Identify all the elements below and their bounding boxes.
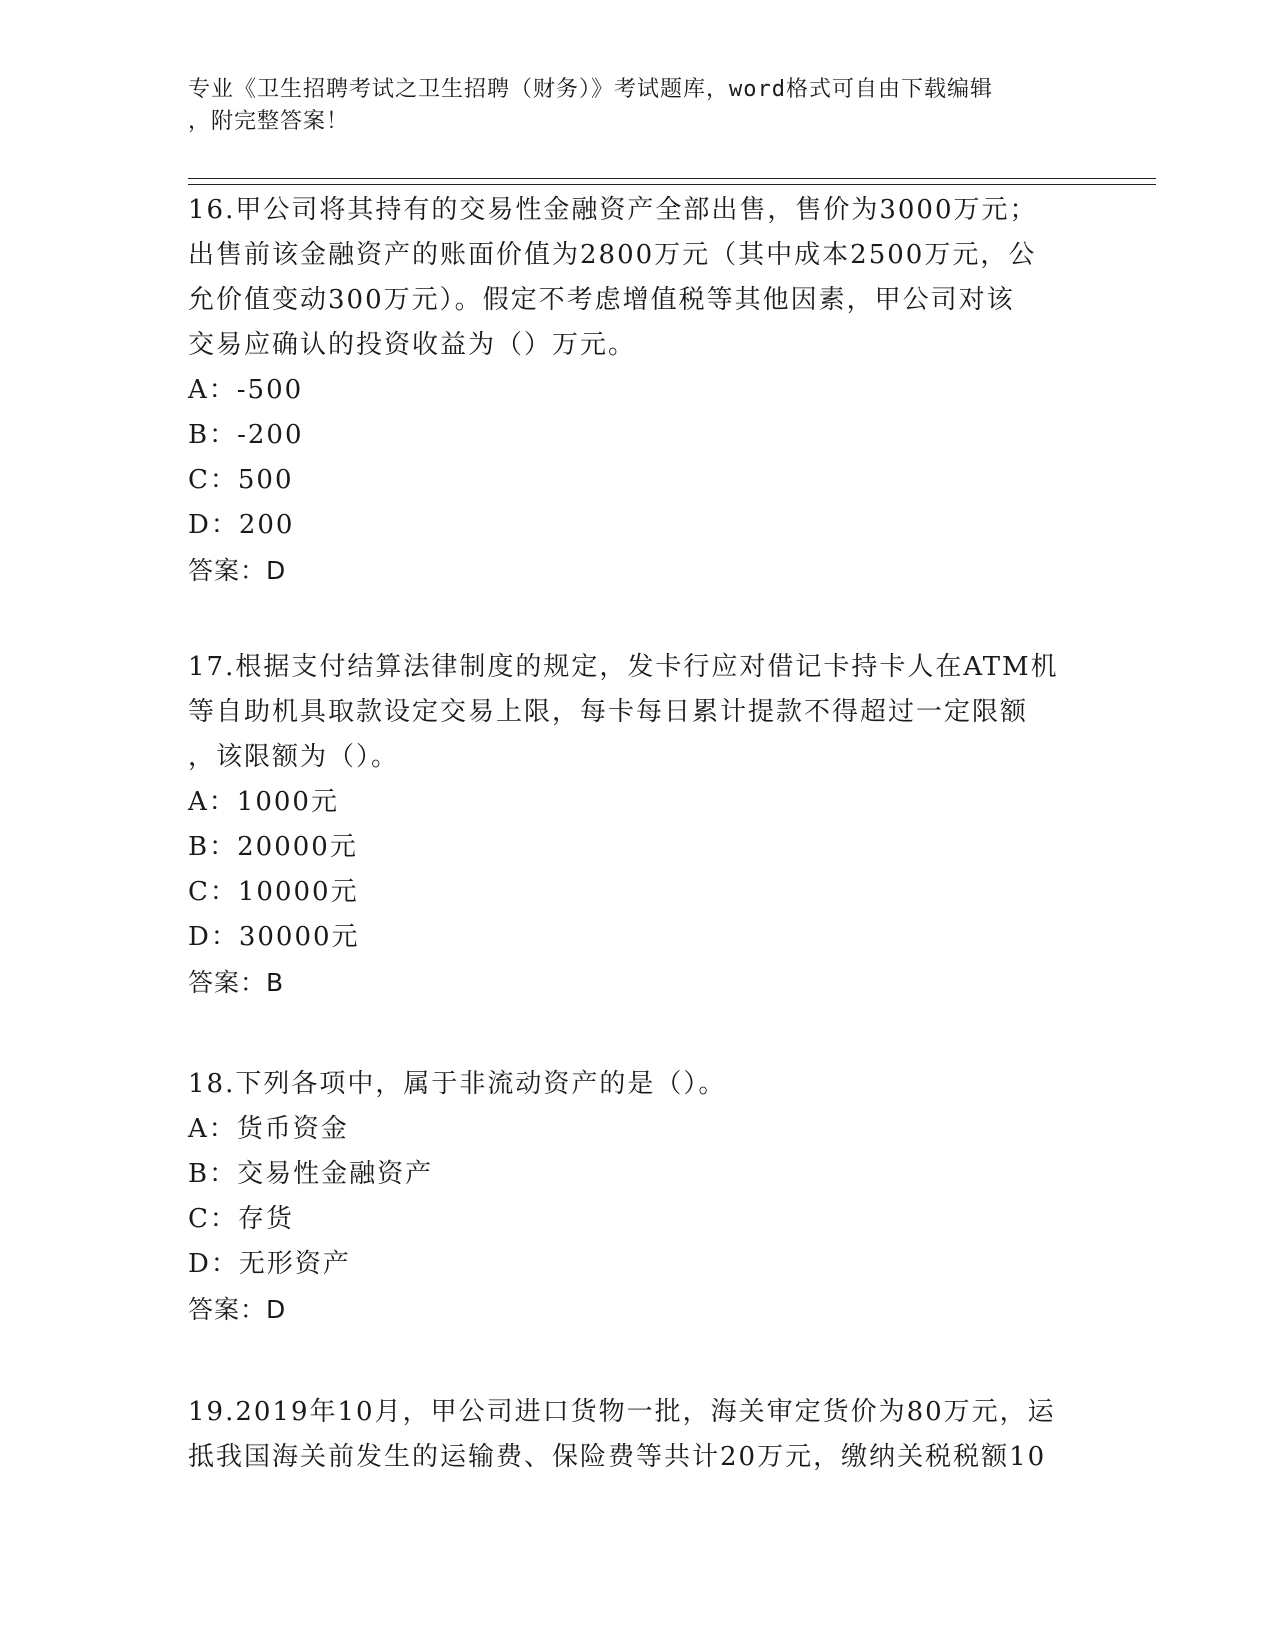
answer-label: 答案：B — [188, 968, 285, 997]
option-d: D：无形资产 — [188, 1249, 351, 1279]
option-b: B：20000元 — [188, 832, 358, 862]
option-a: A：-500 — [188, 375, 304, 405]
question-text-line: ，该限额为（）。 — [188, 742, 400, 772]
answer-label: 答案：D — [188, 556, 287, 585]
option-c: C：10000元 — [188, 877, 359, 907]
option-b: B：-200 — [188, 420, 304, 450]
question-19 — [188, 1390, 1088, 1480]
header-divider-top — [188, 178, 1156, 179]
question-text-line: 17.根据支付结算法律制度的规定，发卡行应对借记卡持卡人在ATM机 — [188, 652, 1059, 682]
option-b: B：交易性金融资产 — [188, 1159, 434, 1189]
question-text-line: 18.下列各项中，属于非流动资产的是（）。 — [188, 1069, 727, 1099]
question-text-line: 出售前该金融资产的账面价值为2800万元（其中成本2500万元，公 — [188, 240, 1037, 270]
header-divider-bottom — [188, 184, 1156, 185]
option-c: C：500 — [188, 465, 294, 495]
question-text-line: 等自助机具取款设定交易上限，每卡每日累计提款不得超过一定限额 — [188, 697, 1029, 727]
question-text-line: 交易应确认的投资收益为（）万元。 — [188, 330, 637, 360]
option-d: D：200 — [188, 510, 295, 540]
question-text-line: 19.2019年10月，甲公司进口货物一批，海关审定货价为80万元，运 — [188, 1397, 1056, 1427]
option-d: D：30000元 — [188, 922, 360, 952]
question-text-line: 16.甲公司将其持有的交易性金融资产全部出售，售价为3000万元； — [188, 195, 1038, 225]
option-c: C：存货 — [188, 1204, 294, 1234]
question-17 — [188, 645, 1088, 1005]
answer-label: 答案：D — [188, 1295, 287, 1324]
option-a: A：1000元 — [188, 787, 339, 817]
option-a: A：货币资金 — [188, 1114, 349, 1144]
document-header: 专业《卫生招聘考试之卫生招聘（财务）》考试题库，word格式可自由下载编辑 ，附完整答案！ — [188, 77, 993, 134]
question-text-line: 允价值变动300万元）。假定不考虑增值税等其他因素，甲公司对该 — [188, 285, 1015, 315]
question-16 — [188, 188, 1088, 593]
question-text-line: 抵我国海关前发生的运输费、保险费等共计20万元，缴纳关税税额10 — [188, 1442, 1047, 1472]
question-18 — [188, 1062, 1088, 1332]
